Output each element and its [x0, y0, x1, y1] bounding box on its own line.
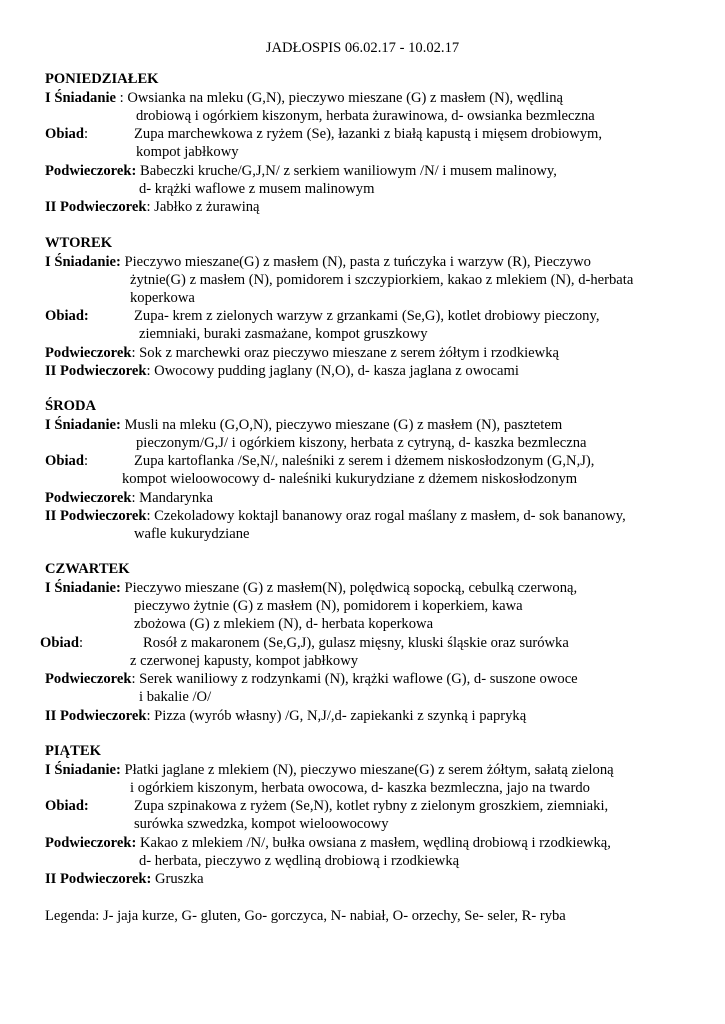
meal-text-continued: koperkowa [130, 290, 195, 306]
meal-text-continued: kompot jabłkowy [136, 144, 239, 160]
meal-label: II Podwieczorek: [45, 871, 152, 887]
meal-row [45, 362, 519, 380]
meal-separator: : [131, 345, 140, 361]
meal-separator: : [131, 671, 140, 687]
meal-text: Sok z marchewki oraz pieczywo mieszane z serem żółtym i rzodkiewką [139, 345, 559, 361]
meal-text: Owsianka na mleku (G,N), pieczywo mieszane (G) z masłem (N), wędliną [127, 90, 563, 106]
day-heading-monday: PONIEDZIAŁEK [45, 71, 159, 87]
meal-label: I Śniadanie [45, 90, 116, 106]
meal-separator: : [78, 635, 83, 651]
meal-text-continued: kompot wieloowocowy d- naleśniki kukurydziane z dżemem niskosłodzonym [122, 471, 578, 487]
meal-row [45, 253, 591, 271]
meal-row [45, 344, 559, 362]
menu-title: JADŁOSPIS 06.02.17 - 10.02.17 [265, 40, 460, 56]
meal-text-continued: d- krążki waflowe z musem malinowym [139, 181, 375, 197]
meal-text: Czekoladowy koktajl bananowy oraz rogal maślany z masłem, d- sok bananowy, [154, 508, 626, 524]
meal-text-continued: i bakalie /O/ [139, 689, 212, 705]
meal-text: Jabłko z żurawiną [154, 199, 260, 215]
allergen-legend: Legenda: J- jaja kurze, G- gluten, Go- gorczyca, N- nabiał, O- orzechy, Se- seler, R- ryba [45, 908, 566, 924]
meal-text-continued: pieczywo żytnie (G) z masłem (N), pomidorem i koperkiem, kawa [134, 598, 523, 614]
meal-text: Pieczywo mieszane (G) z masłem(N), polędwicą sopocką, cebulką czerwoną, [124, 580, 578, 596]
meal-row [40, 634, 83, 652]
day-heading-wednesday: ŚRODA [45, 398, 97, 414]
meal-label: Obiad: [45, 798, 89, 814]
meal-text-continued: zbożowa (G) z mlekiem (N), d- herbata koperkowa [134, 616, 434, 632]
meal-text: Zupa- krem z zielonych warzyw z grzankami (Se,G), kotlet drobiowy pieczony, [134, 308, 600, 324]
meal-label: II Podwieczorek [45, 708, 147, 724]
day-heading-thursday: CZWARTEK [45, 561, 130, 577]
meal-label: II Podwieczorek [45, 363, 147, 379]
meal-row [45, 452, 88, 470]
meal-separator: : [146, 708, 155, 724]
meal-label: Podwieczorek [45, 671, 132, 687]
meal-text: Kakao z mlekiem /N/, bułka owsiana z masłem, wędliną drobiową i rzodkiewką, [139, 835, 611, 851]
day-heading-friday: PIĄTEK [45, 743, 101, 759]
meal-row [45, 416, 562, 434]
meal-label: Obiad [40, 635, 79, 651]
day-heading-tuesday: WTOREK [45, 235, 113, 251]
meal-separator: : [83, 453, 88, 469]
meal-label: I Śniadanie: [45, 417, 121, 433]
meal-separator: : [146, 508, 155, 524]
meal-text: Owocowy pudding jaglany (N,O), d- kasza jaglana z owocami [154, 363, 519, 379]
meal-text-continued: drobiową i ogórkiem kiszonym, herbata żurawinowa, d- owsianka bezmleczna [136, 108, 595, 124]
meal-label: II Podwieczorek [45, 199, 147, 215]
meal-text-continued: ziemniaki, buraki zasmażane, kompot gruszkowy [139, 326, 428, 342]
meal-text: Płatki jaglane z mlekiem (N), pieczywo mieszane(G) z serem żółtym, sałatą zieloną [124, 762, 614, 778]
meal-label: Obiad: [45, 308, 89, 324]
meal-text: Mandarynka [139, 490, 213, 506]
meal-label: Obiad [45, 453, 84, 469]
meal-separator: : [146, 199, 155, 215]
meal-text: Pieczywo mieszane(G) z masłem (N), pasta z tuńczyka i warzyw (R), Pieczywo [124, 254, 591, 270]
meal-text-continued: d- herbata, pieczywo z wędliną drobiową i rzodkiewką [139, 853, 460, 869]
meal-row [45, 579, 577, 597]
meal-text-continued: pieczonym/G,J/ i ogórkiem kiszony, herbata z cytryną, d- kaszka bezmleczna [136, 435, 587, 451]
meal-label: I Śniadanie: [45, 580, 121, 596]
meal-separator: : [146, 363, 155, 379]
meal-text: Musli na mleku (G,O,N), pieczywo mieszane (G) z masłem (N), pasztetem [124, 417, 563, 433]
meal-row [45, 507, 626, 525]
meal-row [45, 797, 89, 815]
meal-label: I Śniadanie: [45, 762, 121, 778]
meal-separator: : [115, 90, 128, 106]
meal-text: Pizza (wyrób własny) /G, N,J/,d- zapiekanki z szynką i papryką [154, 708, 527, 724]
meal-label: II Podwieczorek [45, 508, 147, 524]
meal-text-continued: z czerwonej kapusty, kompot jabłkowy [130, 653, 359, 669]
meal-row [45, 489, 213, 507]
meal-row [45, 761, 614, 779]
meal-row [45, 125, 88, 143]
meal-label: Obiad [45, 126, 84, 142]
meal-row [45, 834, 611, 852]
meal-label: I Śniadanie: [45, 254, 121, 270]
meal-label: Podwieczorek: [45, 163, 137, 179]
meal-row [45, 307, 89, 325]
meal-text-continued: surówka szwedzka, kompot wieloowocowy [134, 816, 389, 832]
meal-row [45, 198, 260, 216]
meal-text: Rosół z makaronem (Se,G,J), gulasz mięsny, kluski śląskie oraz surówka [143, 635, 569, 651]
meal-text: Zupa szpinakowa z ryżem (Se,N), kotlet rybny z zielonym groszkiem, ziemniaki, [134, 798, 609, 814]
meal-label: Podwieczorek [45, 345, 132, 361]
meal-text: Gruszka [154, 871, 204, 887]
meal-label: Podwieczorek [45, 490, 132, 506]
meal-row [45, 670, 578, 688]
meal-text: Zupa kartoflanka /Se,N/, naleśniki z serem i dżemem niskosłodzonym (G,N,J), [134, 453, 595, 469]
meal-text-continued: żytnie(G) z masłem (N), pomidorem i szczypiorkiem, kakao z mlekiem (N), d-herbata [130, 272, 634, 288]
meal-text-continued: i ogórkiem kiszonym, herbata owocowa, d- kaszka bezmleczna, jajo na twardo [130, 780, 590, 796]
meal-label: Podwieczorek: [45, 835, 137, 851]
meal-text-continued: wafle kukurydziane [134, 526, 250, 542]
meal-text: Zupa marchewkowa z ryżem (Se), łazanki z białą kapustą i mięsem drobiowym, [134, 126, 603, 142]
meal-text: Serek waniliowy z rodzynkami (N), krążki waflowe (G), d- suszone owoce [139, 671, 578, 687]
meal-text: Babeczki kruche/G,J,N/ z serkiem waniliowym /N/ i musem malinowy, [139, 163, 557, 179]
meal-separator: : [131, 490, 140, 506]
meal-row [45, 162, 557, 180]
meal-row [45, 870, 204, 888]
meal-separator: : [83, 126, 88, 142]
meal-row [45, 89, 563, 107]
meal-row [45, 707, 526, 725]
